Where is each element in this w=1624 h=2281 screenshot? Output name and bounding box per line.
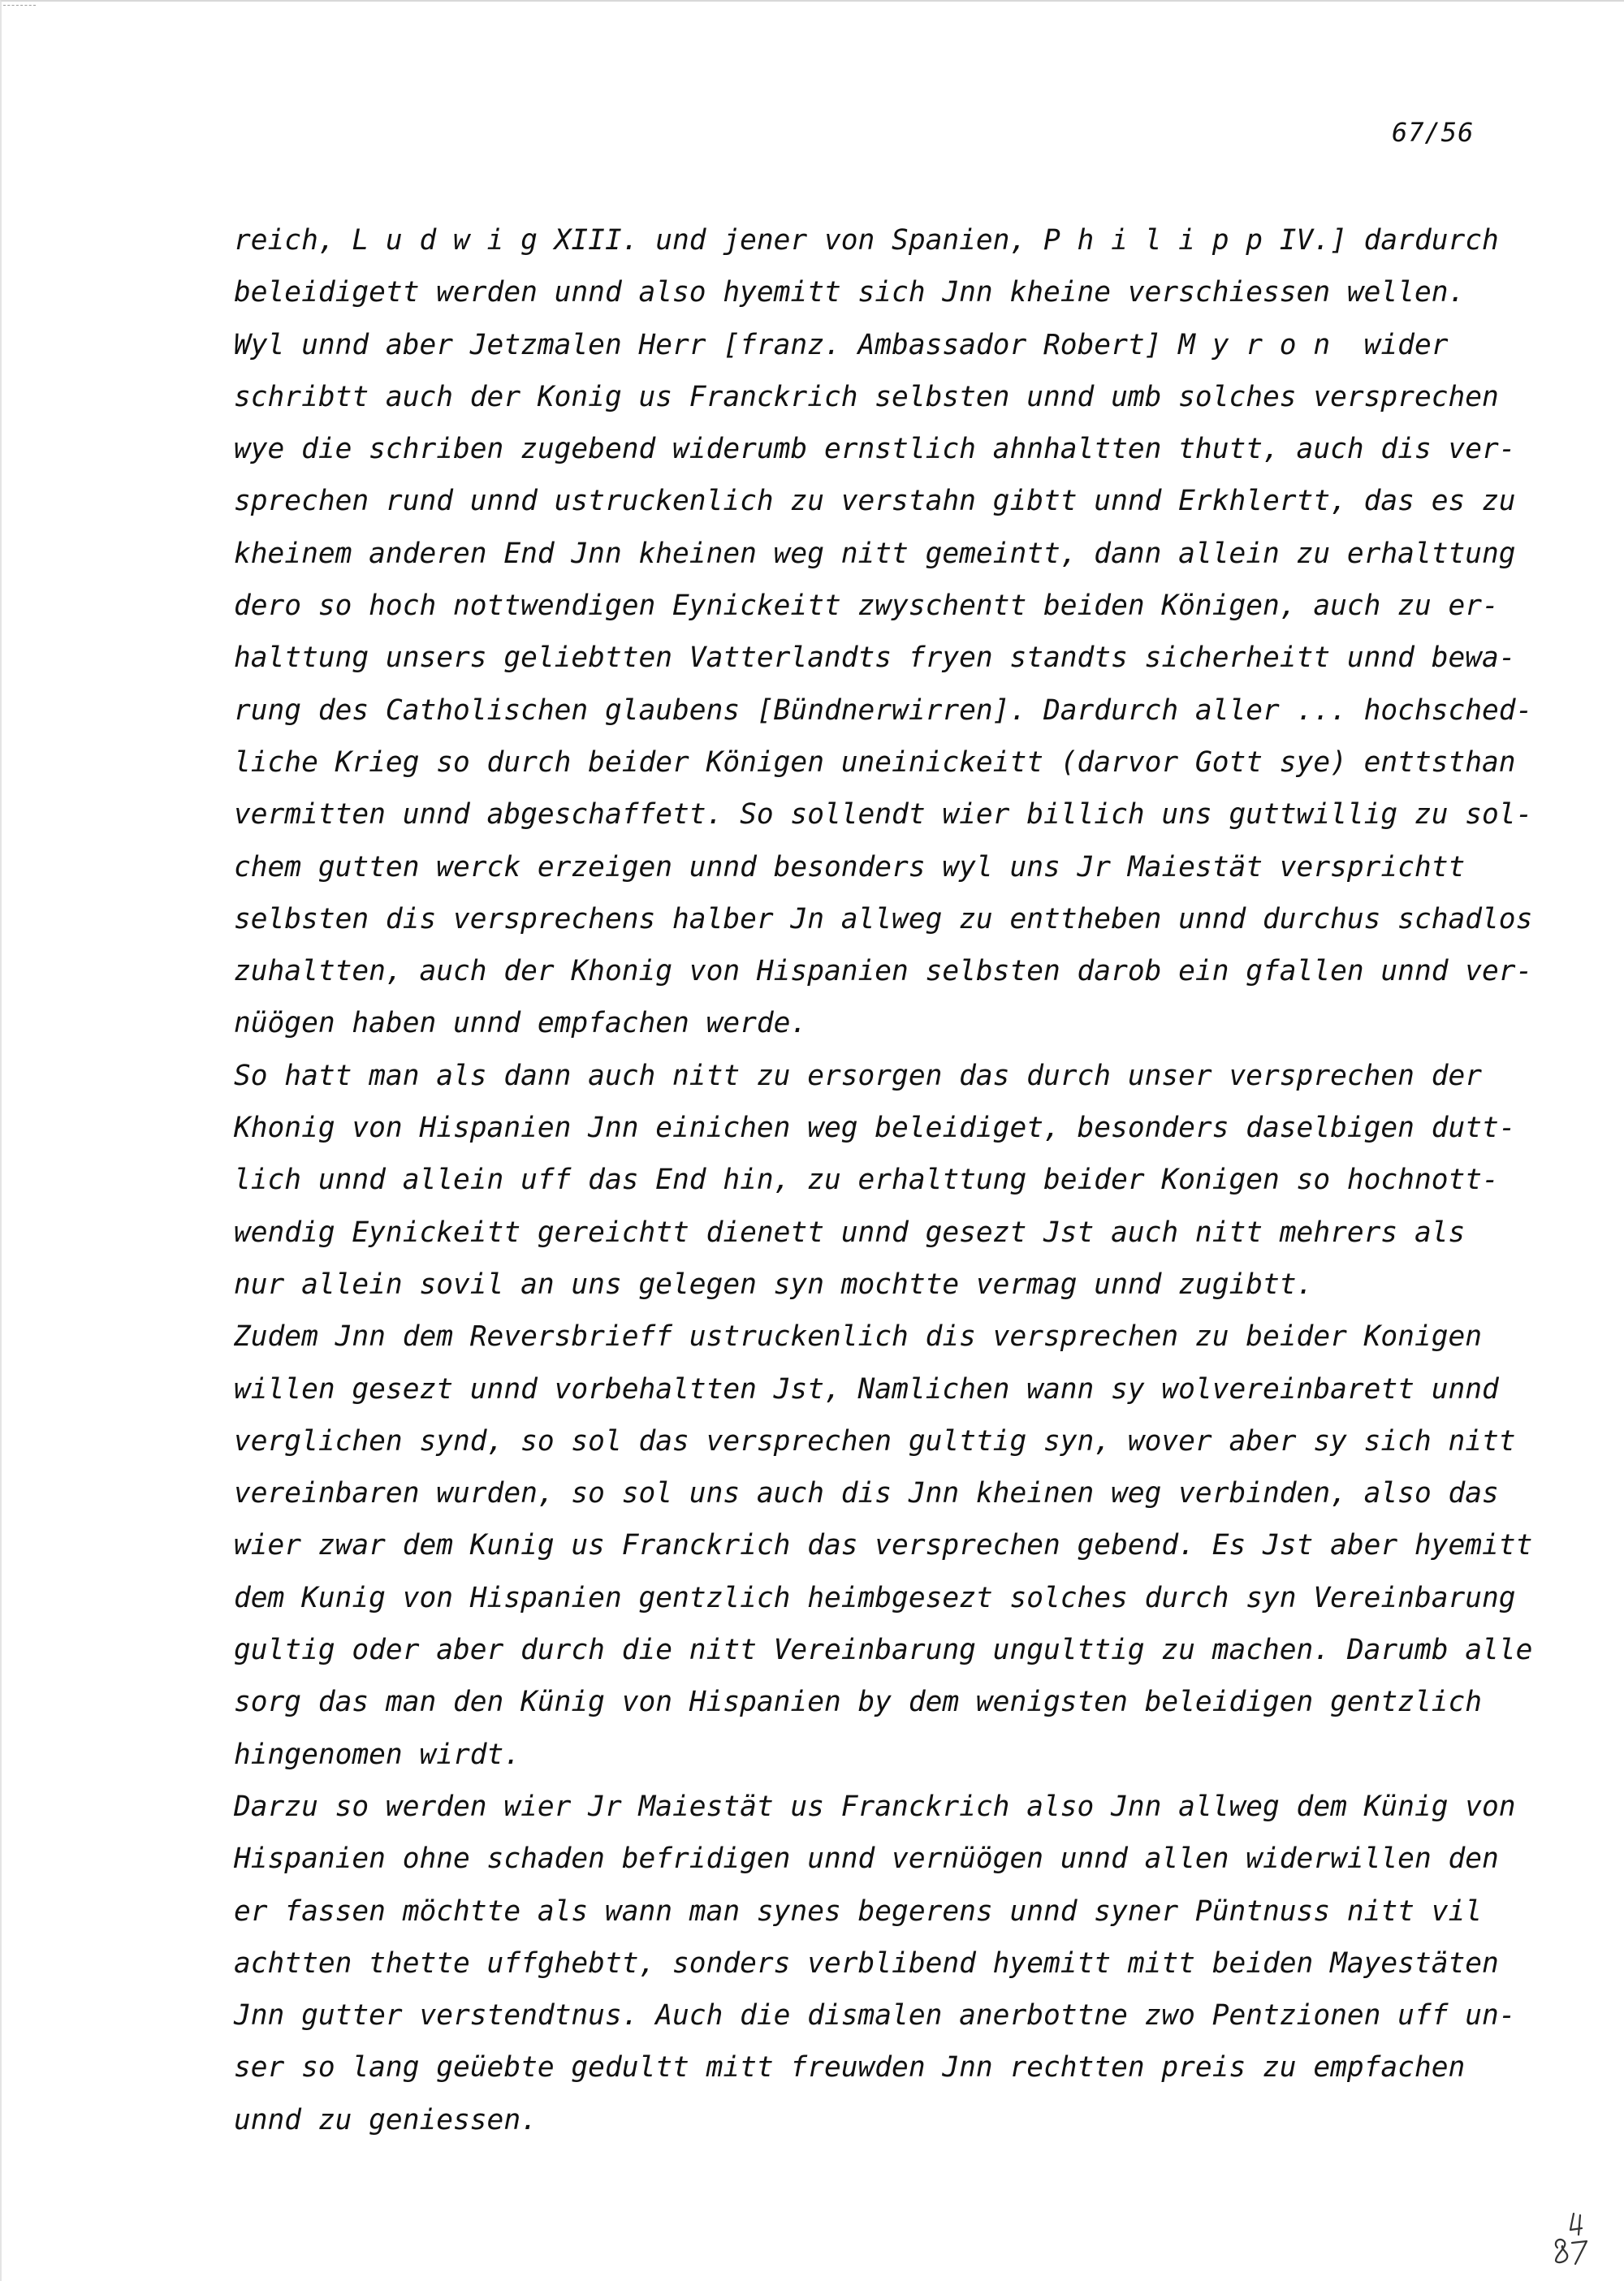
text-line: Wyl unnd aber Jetzmalen Herr [franz. Ambassador Robert] M y r o n wider	[234, 328, 1449, 361]
text-line: Hispanien ohne schaden befridigen unnd vernüögen unnd allen widerwillen den	[234, 1843, 1499, 1876]
text-line: vermitten unnd abgeschaffett. So sollendt wier billich uns guttwillig zu sol-	[234, 798, 1533, 832]
text-line: nüögen haben unnd empfachen werde.	[234, 1007, 808, 1040]
text-line: wendig Eynickeitt gereichtt dienett unnd gesezt Jst auch nitt mehrers als	[234, 1216, 1466, 1249]
text-line: hingenomen wirdt.	[234, 1738, 521, 1771]
text-line: er fassen möchtte als wann man synes begerens unnd syner Püntnuss nitt vil	[234, 1894, 1483, 1928]
text-line: So hatt man als dann auch nitt zu ersorgen das durch unser versprechen der	[234, 1059, 1483, 1092]
text-line: ser so lang geüebte gedultt mitt freuwden Jnn rechtten preis zu empfachen	[234, 2051, 1466, 2084]
text-line: liche Krieg so durch beider Königen uneinickeitt (darvor Gott sye) enttsthan	[234, 745, 1516, 779]
text-line: Darzu so werden wier Jr Maiestät us Franckrich also Jnn allweg dem Künig von	[234, 1790, 1516, 1823]
text-line: verglichen synd, so sol das versprechen gulttig syn, wover aber sy sich nitt	[234, 1424, 1516, 1458]
text-line: schribtt auch der Konig us Franckrich selbsten unnd umb solches versprechen	[234, 380, 1499, 413]
text-line: unnd zu geniessen.	[234, 2103, 538, 2136]
text-line: chem gutten werck erzeigen unnd besonders wyl uns Jr Maiestät versprichtt	[234, 850, 1466, 883]
text-line: lich unnd allein uff das End hin, zu erhalttung beider Konigen so hochnott-	[234, 1164, 1499, 1197]
text-line: wye die schriben zugebend widerumb ernstlich ahnhaltten thutt, auch dis ver-	[234, 433, 1516, 466]
text-line: Jnn gutter verstendtnus. Auch die dismalen anerbottne zwo Pentzionen uff un-	[234, 1999, 1516, 2033]
text-line: gultig oder aber durch die nitt Vereinbarung ungulttig zu machen. Darumb alle	[234, 1634, 1533, 1667]
text-line: vereinbaren wurden, so sol uns auch dis Jnn kheinen weg verbinden, also das	[234, 1477, 1499, 1510]
text-line: wier zwar dem Kunig us Franckrich das versprechen gebend. Es Jst aber hyemitt	[234, 1529, 1533, 1562]
scan-corner-mark	[3, 5, 36, 8]
text-line: nur allein sovil an uns gelegen syn mochtte vermag unnd zugibtt.	[234, 1268, 1314, 1301]
text-line: dem Kunig von Hispanien gentzlich heimbgesezt solches durch syn Vereinbarung	[234, 1581, 1516, 1614]
text-line: beleidigett werden unnd also hyemitt sich Jnn kheine verschiessen wellen.	[234, 276, 1466, 309]
text-line: Zudem Jnn dem Reversbrieff ustruckenlich dis versprechen zu beider Konigen	[234, 1320, 1483, 1354]
text-line: kheinem anderen End Jnn kheinen weg nitt gemeintt, dann allein zu erhalttung	[234, 537, 1516, 570]
text-line: halttung unsers geliebtten Vatterlandts fryen standts sicherheitt unnd bewa-	[234, 642, 1516, 675]
text-line: achtten thette uffghebtt, sonders verblibend hyemitt mitt beiden Mayestäten	[234, 1946, 1499, 1980]
text-line: sorg das man den Künig von Hispanien by dem wenigsten beleidigen gentzlich	[234, 1686, 1483, 1719]
text-line: zuhaltten, auch der Khonig von Hispanien selbsten darob ein gfallen unnd ver-	[234, 955, 1533, 988]
text-line: dero so hoch nottwendigen Eynickeitt zwyschentt beiden Königen, auch zu er-	[234, 590, 1499, 623]
text-line: Khonig von Hispanien Jnn einichen weg beleidiget, besonders daselbigen dutt-	[234, 1112, 1516, 1145]
text-line: sprechen rund unnd ustruckenlich zu verstahn gibtt unnd Erkhlertt, das es zu	[234, 485, 1516, 518]
handwritten-pencil-mark	[1549, 2210, 1595, 2267]
text-line: reich, L u d w i g XIII. und jener von Spanien, P h i l i p p IV.] dardurch	[234, 224, 1499, 257]
page-number: 67/56	[1392, 117, 1475, 148]
text-line: selbsten dis versprechens halber Jn allweg zu enttheben unnd durchus schadlos	[234, 902, 1533, 935]
text-line: rung des Catholischen glaubens [Bündnerwirren]. Dardurch aller ... hochsched-	[234, 693, 1533, 727]
typed-text-block	[234, 214, 1533, 2146]
text-line: willen gesezt unnd vorbehaltten Jst, Namlichen wann sy wolvereinbarett unnd	[234, 1372, 1499, 1406]
